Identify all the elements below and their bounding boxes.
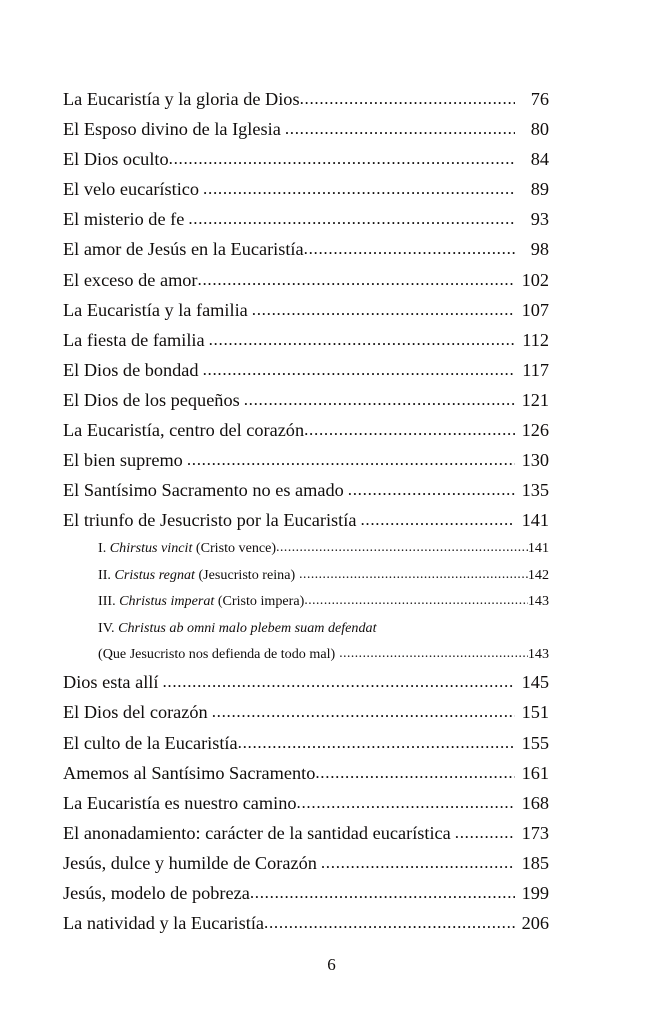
toc-subentry-title	[98, 588, 304, 614]
toc-entry-title: La Eucaristía es nuestro camino	[63, 792, 297, 813]
toc-entry-title: El Esposo divino de la Iglesia	[63, 119, 281, 140]
toc-page-number: 102	[521, 269, 549, 290]
toc-entry[interactable]	[63, 415, 549, 445]
toc-page-number: 199	[521, 883, 549, 904]
toc-entry[interactable]	[63, 505, 549, 535]
dot-leader	[315, 758, 515, 789]
toc-entry[interactable]	[63, 758, 549, 788]
dot-leader	[183, 445, 515, 476]
toc-entry-title: El Santísimo Sacramento no es amado	[63, 480, 344, 501]
toc-entry-title: El misterio de fe	[63, 209, 185, 230]
toc-entry[interactable]	[63, 144, 549, 174]
toc-page-number: 135	[521, 480, 549, 501]
toc-subentry-numeral: I.	[98, 540, 110, 557]
toc-entry-title: El Dios de los pequeños	[63, 389, 240, 410]
toc-entry-title: La natividad y la Eucaristía	[63, 913, 265, 934]
dot-leader	[317, 848, 515, 879]
toc-entry-title: El amor de Jesús en la Eucaristía	[63, 239, 304, 260]
dot-leader	[276, 535, 528, 561]
toc-entry-title: El culto de la Eucaristía	[63, 732, 238, 753]
toc-page-number: 173	[521, 822, 549, 843]
toc-page-number: 141	[527, 540, 549, 557]
toc-entry-title: El exceso de amor	[63, 269, 198, 290]
dot-leader	[208, 697, 515, 728]
page-number: 6	[327, 955, 336, 974]
toc-entry[interactable]	[63, 114, 549, 144]
toc-page-number: 84	[530, 149, 549, 170]
toc-subentry-title	[98, 535, 276, 561]
toc-subentry[interactable]	[63, 535, 549, 561]
table-of-contents	[63, 84, 549, 938]
toc-entry[interactable]	[63, 295, 549, 325]
toc-page-number: 161	[521, 762, 549, 783]
dot-leader	[451, 818, 515, 849]
toc-subentry-gloss: (Que Jesucristo nos defienda de todo mal)	[98, 645, 336, 662]
toc-entry-title: Amemos al Santísimo Sacramento	[63, 762, 316, 783]
dot-leader	[238, 728, 515, 759]
dot-leader	[281, 114, 515, 145]
toc-entry-title: Jesús, modelo de pobreza	[63, 883, 250, 904]
toc-subentry-numeral: IV.	[98, 619, 119, 636]
dot-leader	[304, 415, 515, 446]
dot-leader	[304, 588, 528, 614]
dot-leader	[297, 788, 515, 819]
toc-page-number: 155	[521, 732, 549, 753]
toc-page-number: 121	[521, 389, 549, 410]
toc-entry-title: El triunfo de Jesucristo por la Eucaristía	[63, 510, 357, 531]
toc-page-number: 76	[530, 89, 549, 109]
toc-subentry-gloss: (Cristo impera)	[214, 593, 305, 610]
toc-subentry-wrapped[interactable]	[63, 615, 549, 668]
toc-entry[interactable]	[63, 355, 549, 385]
toc-entry-title: La Eucaristía y la familia	[63, 299, 248, 320]
toc-entry[interactable]	[63, 174, 549, 204]
toc-subentry-latin: Christus imperat	[119, 593, 215, 610]
toc-subentry-gloss: (Jesucristo reina)	[194, 566, 296, 583]
toc-entry-title: El Dios oculto	[63, 149, 169, 170]
dot-leader	[295, 562, 528, 588]
toc-subentry-numeral: III.	[98, 593, 120, 610]
toc-subentry-numeral: II.	[98, 566, 115, 583]
toc-entry-title: El Dios del corazón	[63, 702, 208, 723]
toc-entry[interactable]	[63, 204, 549, 234]
toc-page-number: 143	[527, 645, 549, 662]
toc-page-number: 112	[522, 329, 549, 350]
dot-leader	[304, 234, 515, 265]
toc-page-number: 143	[527, 593, 549, 610]
dot-leader	[248, 295, 515, 326]
dot-leader	[300, 84, 515, 115]
dot-leader	[158, 667, 515, 698]
toc-entry[interactable]	[63, 325, 549, 355]
toc-subentry-title	[98, 562, 295, 588]
toc-page-number: 117	[522, 359, 549, 380]
toc-page-number: 151	[521, 702, 549, 723]
toc-entry-title: El bien supremo	[63, 450, 183, 471]
toc-page-number: 93	[530, 209, 549, 230]
toc-page-number: 126	[521, 420, 549, 441]
toc-entry-title: El Dios de bondad	[63, 359, 199, 380]
toc-entry[interactable]	[63, 445, 549, 475]
toc-entry[interactable]	[63, 84, 549, 114]
toc-entry[interactable]	[63, 234, 549, 264]
toc-page-number: 168	[521, 792, 549, 813]
toc-entry[interactable]	[63, 818, 549, 848]
dot-leader	[344, 475, 515, 506]
toc-subentry-latin: Chirstus vincit	[109, 540, 193, 557]
toc-entry[interactable]	[63, 788, 549, 818]
dot-leader	[240, 385, 515, 416]
dot-leader	[335, 641, 528, 667]
dot-leader	[184, 204, 515, 235]
toc-entry[interactable]	[63, 728, 549, 758]
toc-subentry[interactable]	[63, 562, 549, 588]
toc-entry[interactable]	[63, 848, 549, 878]
toc-subentry-latin: Cristus regnat	[114, 566, 195, 583]
toc-page-number: 98	[530, 239, 549, 260]
dot-leader	[199, 355, 515, 386]
toc-entry[interactable]	[63, 667, 549, 697]
dot-leader	[198, 265, 515, 296]
toc-page-number: 142	[527, 566, 549, 583]
toc-page-number: 145	[521, 672, 549, 693]
toc-entry[interactable]	[63, 265, 549, 295]
toc-entry-title: El velo eucarístico	[63, 179, 200, 200]
toc-entry-title: Dios esta allí	[63, 672, 159, 693]
toc-entry-title: La fiesta de familia	[63, 329, 205, 350]
toc-subentry[interactable]	[63, 588, 549, 614]
toc-entry[interactable]	[63, 697, 549, 727]
dot-leader	[205, 325, 515, 356]
toc-entry-title: La Eucaristía y la gloria de Dios	[63, 89, 300, 109]
toc-entry-title: Jesús, dulce y humilde de Corazón	[63, 852, 317, 873]
dot-leader	[356, 505, 515, 536]
toc-subentry-gloss: (Cristo vence)	[192, 540, 277, 557]
toc-entry[interactable]	[63, 908, 549, 938]
dot-leader	[169, 144, 515, 175]
dot-leader	[250, 878, 515, 909]
dot-leader	[264, 908, 515, 939]
toc-page-number: 206	[521, 913, 549, 934]
toc-subentry-latin: Christus ab omni malo plebem suam defendat	[118, 619, 377, 636]
toc-entry[interactable]	[63, 878, 549, 908]
toc-page-number: 185	[521, 852, 549, 873]
toc-page-number: 80	[530, 119, 549, 140]
toc-page-number: 130	[521, 450, 549, 471]
toc-page-number: 107	[521, 299, 549, 320]
dot-leader	[199, 174, 515, 205]
toc-entry[interactable]	[63, 385, 549, 415]
toc-page-number: 141	[521, 510, 549, 531]
toc-entry-title: La Eucaristía, centro del corazón	[63, 420, 305, 441]
toc-subentry-title	[98, 615, 549, 641]
toc-entry-title: El anonadamiento: carácter de la santidad eucarística	[63, 822, 451, 843]
toc-page-number: 89	[530, 179, 549, 200]
toc-entry[interactable]	[63, 475, 549, 505]
